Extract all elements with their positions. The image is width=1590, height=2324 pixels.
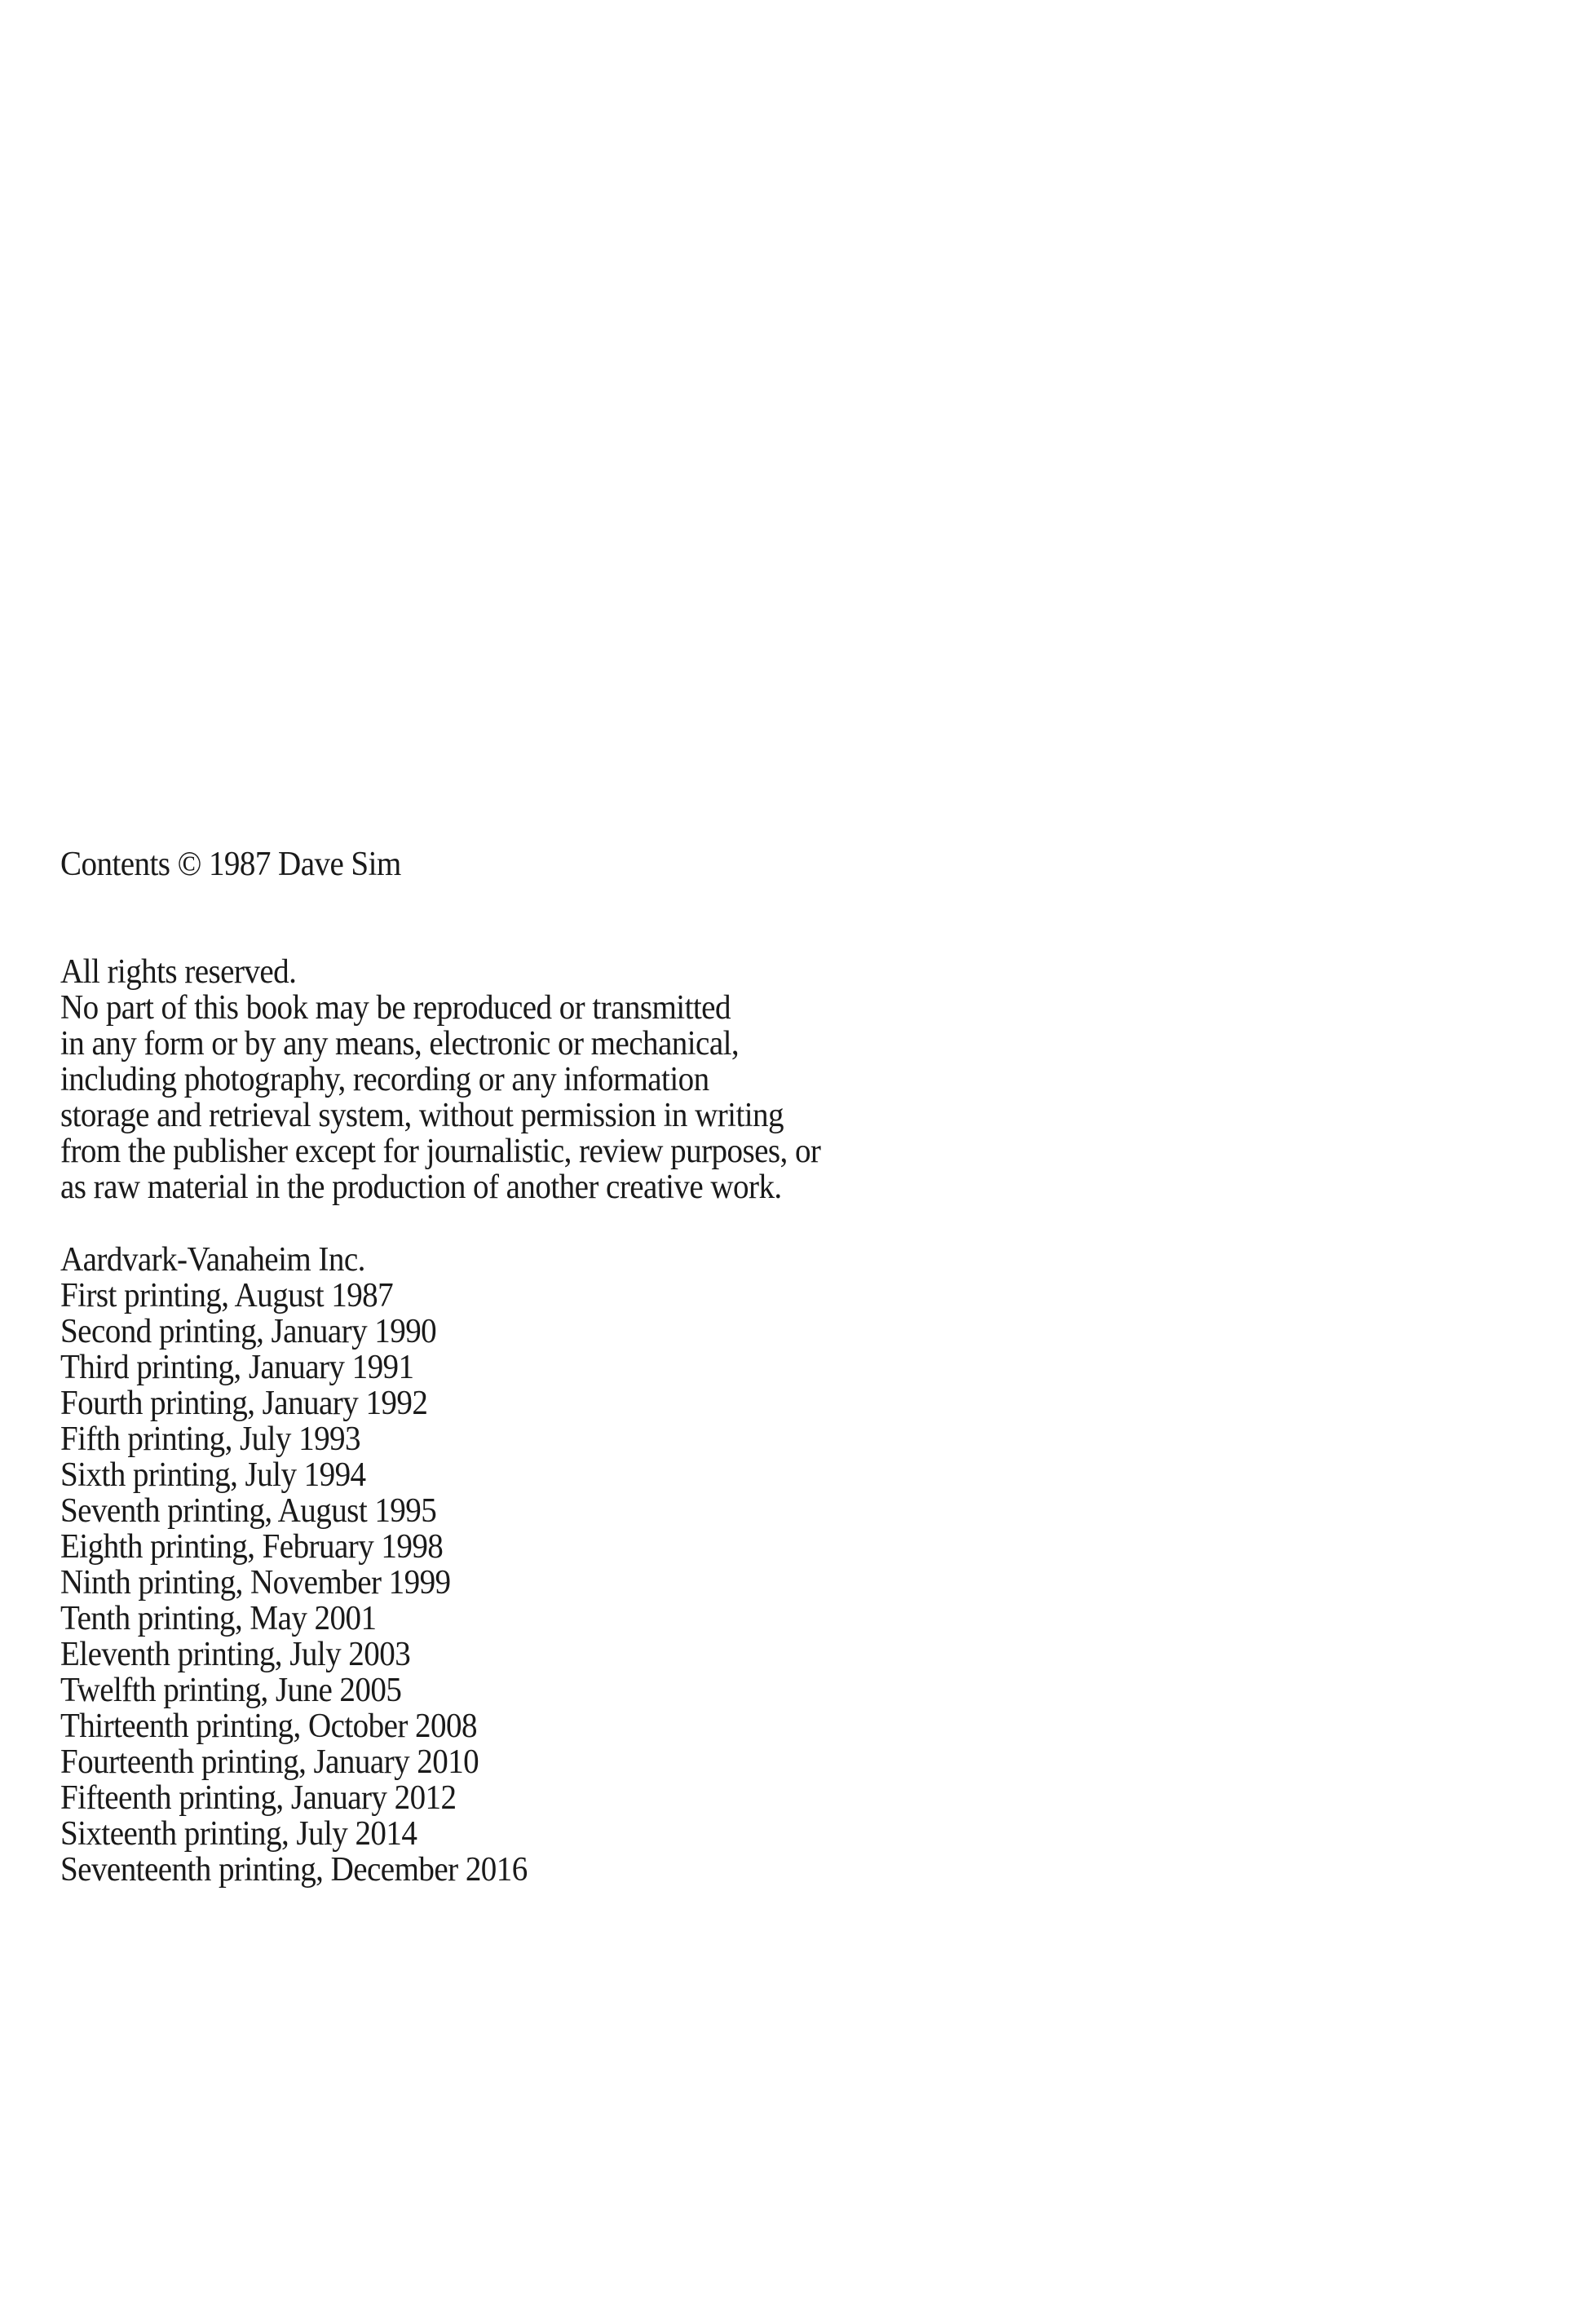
printing-line: Twelfth printing, June 2005 — [60, 1672, 402, 1709]
printing-line: Second printing, January 1990 — [60, 1313, 437, 1350]
rights-line: All rights reserved. — [60, 953, 297, 991]
copyright-notice — [60, 846, 401, 882]
rights-line: No part of this book may be reproduced or transmitted — [60, 989, 731, 1027]
printing-line: Fifteenth printing, January 2012 — [60, 1779, 457, 1817]
rights-line: in any form or by any means, electronic or mechanical, — [60, 1025, 740, 1063]
printing-line: Third printing, January 1991 — [60, 1349, 414, 1386]
printing-line: Fifth printing, July 1993 — [60, 1420, 361, 1458]
printing-line: Seventh printing, August 1995 — [60, 1492, 437, 1530]
rights-line: including photography, recording or any information — [60, 1061, 709, 1098]
printing-line: Seventeenth printing, December 2016 — [60, 1851, 528, 1889]
printing-line: Ninth printing, November 1999 — [60, 1564, 451, 1602]
printing-line: Fourth printing, January 1992 — [60, 1385, 428, 1422]
printing-line: Sixteenth printing, July 2014 — [60, 1815, 417, 1853]
copyright-line: Contents © 1987 Dave Sim — [60, 846, 401, 883]
printing-line: Tenth printing, May 2001 — [60, 1600, 377, 1637]
printing-line: Eleventh printing, July 2003 — [60, 1636, 411, 1673]
rights-line: from the publisher except for journalistic, review purposes, or — [60, 1133, 821, 1170]
printing-line: Eighth printing, February 1998 — [60, 1528, 444, 1566]
rights-line: as raw material in the production of another creative work. — [60, 1169, 782, 1206]
printing-line: Sixth printing, July 1994 — [60, 1456, 366, 1494]
rights-line: storage and retrieval system, without permission in writing — [60, 1097, 784, 1134]
printing-line: First printing, August 1987 — [60, 1277, 394, 1314]
printing-history — [60, 1242, 528, 1888]
publisher-name: Aardvark-Vanaheim Inc. — [60, 1241, 365, 1279]
printing-line: Thirteenth printing, October 2008 — [60, 1708, 477, 1745]
printing-line: Fourteenth printing, January 2010 — [60, 1743, 479, 1781]
rights-statement — [60, 954, 820, 1205]
